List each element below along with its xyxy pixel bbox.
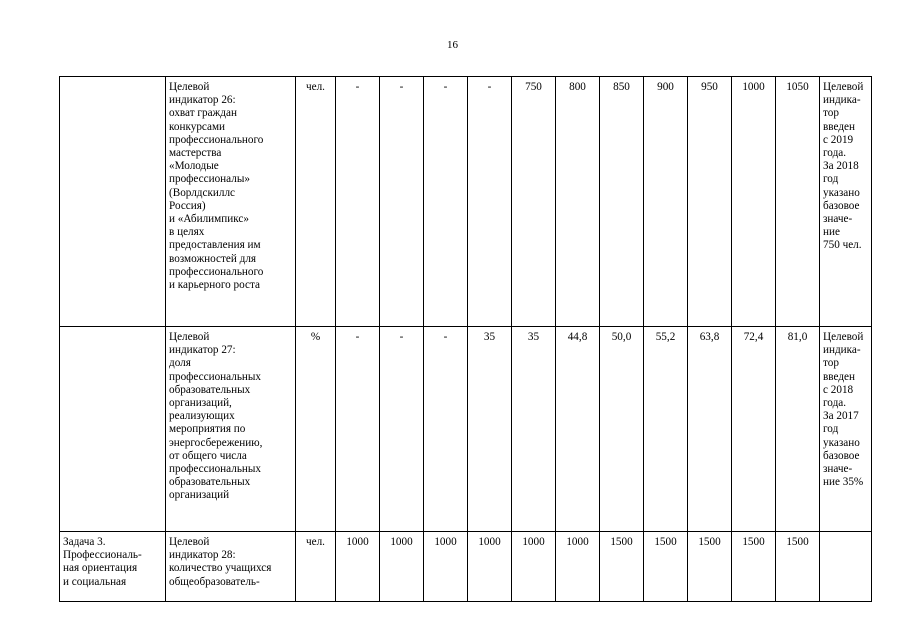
value-cell: 1000 [556, 532, 600, 602]
value-cell: 72,4 [732, 327, 776, 532]
note-cell: Целевой индика- тор введен с 2018 года. За 2017 год указано базовое значе- ние 35% [820, 327, 872, 532]
value-cell: - [380, 327, 424, 532]
note-cell [820, 532, 872, 602]
indicator-cell: Целевой индикатор 28: количество учащихся общеобразователь- [166, 532, 296, 602]
value-cell: 1000 [468, 532, 512, 602]
value-cell: 1050 [776, 77, 820, 327]
value-cell: 1500 [776, 532, 820, 602]
value-cell: - [424, 77, 468, 327]
value-cell: 950 [688, 77, 732, 327]
note-cell: Целевой индика- тор введен с 2019 года. За 2018 год указано базовое значе- ние 750 чел. [820, 77, 872, 327]
value-cell: 44,8 [556, 327, 600, 532]
value-cell: 81,0 [776, 327, 820, 532]
indicator-cell: Целевой индикатор 27: доля профессиональных образовательных организаций, реализующих мероприятия по энергосбережению, от общего числа профессиональных образовательных организаций [166, 327, 296, 532]
page-number: 16 [447, 39, 458, 51]
value-cell: - [336, 77, 380, 327]
value-cell: 1000 [424, 532, 468, 602]
table-row [60, 532, 872, 602]
table-row [60, 77, 872, 327]
value-cell: 1500 [688, 532, 732, 602]
task-cell [60, 77, 166, 327]
unit-cell: чел. [296, 532, 336, 602]
task-cell: Задача 3. Профессиональ- ная ориентация и социальная [60, 532, 166, 602]
value-cell: - [424, 327, 468, 532]
value-cell: 1500 [644, 532, 688, 602]
value-cell: 1000 [336, 532, 380, 602]
value-cell: - [468, 77, 512, 327]
value-cell: 850 [600, 77, 644, 327]
value-cell: 1500 [600, 532, 644, 602]
value-cell: 35 [468, 327, 512, 532]
value-cell: 50,0 [600, 327, 644, 532]
indicator-cell: Целевой индикатор 26: охват граждан конкурсами профессионального мастерства «Молодые профессионалы» (Ворлдскиллс Россия) и «Абилимпикс» в целях предоставления им возможностей для профессионального и карьерного роста [166, 77, 296, 327]
unit-cell: чел. [296, 77, 336, 327]
value-cell: - [336, 327, 380, 532]
value-cell: 1000 [380, 532, 424, 602]
value-cell: 900 [644, 77, 688, 327]
table-row [60, 327, 872, 532]
task-cell [60, 327, 166, 532]
value-cell: 63,8 [688, 327, 732, 532]
unit-cell: % [296, 327, 336, 532]
value-cell: 1000 [732, 77, 776, 327]
value-cell: 800 [556, 77, 600, 327]
value-cell: 750 [512, 77, 556, 327]
value-cell: 1000 [512, 532, 556, 602]
value-cell: - [380, 77, 424, 327]
value-cell: 1500 [732, 532, 776, 602]
value-cell: 55,2 [644, 327, 688, 532]
value-cell: 35 [512, 327, 556, 532]
indicators-table [59, 76, 872, 602]
